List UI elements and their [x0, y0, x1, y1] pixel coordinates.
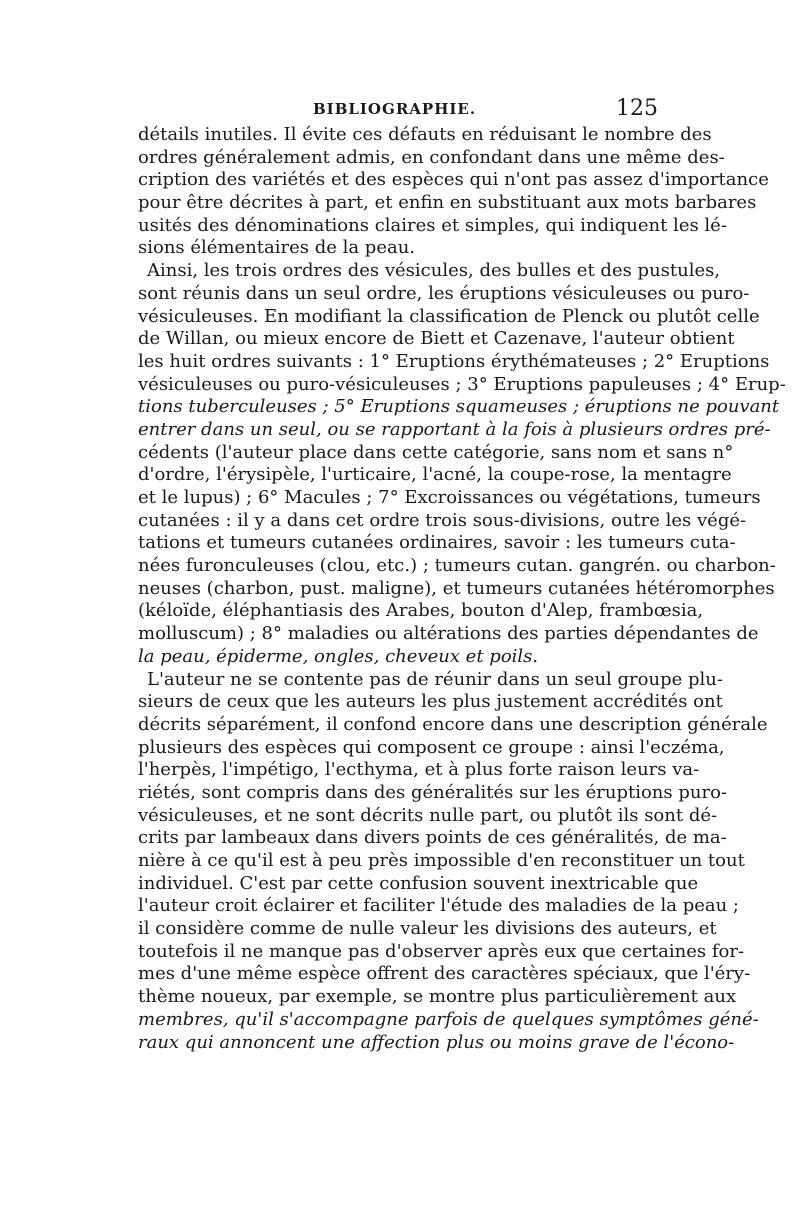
text-line: tions tuberculeuses ; 5° Eruptions squameuses ; éruptions ne pouvant [138, 396, 780, 418]
text-line: (kéloïde, éléphantiasis des Arabes, bouton d'Alep, frambœsia, [138, 600, 704, 622]
text-line: cription des variétés et des espèces qui n'ont pas assez d'importance [138, 169, 769, 191]
running-header [138, 96, 658, 122]
text-line: l'herpès, l'impétigo, l'ecthyma, et à plus forte raison leurs va- [138, 759, 700, 781]
text-line: membres, qu'il s'accompagne parfois de quelques symptômes géné- [138, 1008, 759, 1030]
text-line: d'ordre, l'érysipèle, l'urticaire, l'acné, la coupe-rose, la mentagre [138, 464, 732, 486]
text-line: molluscum) ; 8° maladies ou altérations des parties dépendantes de [138, 623, 759, 645]
text-line: tations et tumeurs cutanées ordinaires, savoir : les tumeurs cuta- [138, 532, 736, 554]
text-line: Ainsi, les trois ordres des vésicules, des bulles et des pustules, [147, 260, 721, 282]
text-line: il considère comme de nulle valeur les divisions des auteurs, et [138, 918, 717, 940]
text-line: détails inutiles. Il évite ces défauts en réduisant le nombre des [138, 124, 712, 145]
text-line: la peau, épiderme, ongles, cheveux et poils. [138, 645, 539, 667]
text-line: ordres généralement admis, en confondant dans une même des- [138, 146, 725, 168]
text-line: vésiculeuses ou puro-vésiculeuses ; 3° Eruptions papuleuses ; 4° Erup- [138, 373, 786, 395]
text-line: plusieurs des espèces qui composent ce groupe : ainsi l'eczéma, [138, 736, 725, 758]
text-line: sions élémentaires de la peau. [138, 237, 416, 259]
text-line: entrer dans un seul, ou se rapportant à la fois à plusieurs ordres pré- [138, 418, 771, 440]
text-line: décrits séparément, il confond encore dans une description générale [138, 713, 768, 735]
text-line: toutefois il ne manque pas d'observer après eux que certaines for- [138, 940, 745, 962]
text-line: L'auteur ne se contente pas de réunir dans un seul groupe plu- [147, 668, 723, 690]
text-line: vésiculeuses. En modifiant la classification de Plenck ou plutôt celle [138, 305, 760, 327]
text-line: sont réunis dans un seul ordre, les éruptions vésiculeuses ou puro- [138, 282, 750, 304]
running-title: BIBLIOGRAPHIE. [313, 100, 477, 118]
text-line: usités des dénominations claires et simples, qui indiquent les lé- [138, 214, 727, 236]
page-number: 125 [616, 96, 658, 121]
text-line: cédents (l'auteur place dans cette catégorie, sans nom et sans n° [138, 441, 734, 463]
text-line: thème noueux, par exemple, se montre plus particulièrement aux [138, 986, 737, 1008]
text-line: cutanées : il y a dans cet ordre trois sous-divisions, outre les végé- [138, 509, 747, 531]
text-line: mes d'une même espèce offrent des caractères spéciaux, que l'éry- [138, 963, 751, 985]
text-line: sieurs de ceux que les auteurs les plus justement accrédités ont [138, 691, 723, 713]
text-line: neuses (charbon, pust. maligne), et tumeurs cutanées hétéromorphes [138, 577, 775, 599]
text-line: riétés, sont compris dans des généralités sur les éruptions puro- [138, 781, 727, 803]
text-line: crits par lambeaux dans divers points de ces généralités, de ma- [138, 827, 727, 849]
text-line: raux qui annoncent une affection plus ou moins grave de l'écono- [138, 1031, 735, 1053]
text-line: vésiculeuses, et ne sont décrits nulle part, ou plutôt ils sont dé- [138, 804, 718, 826]
text-line: nière à ce qu'il est à peu près impossible d'en reconstituer un tout [138, 850, 745, 871]
text-line: nées furonculeuses (clou, etc.) ; tumeurs cutan. gangrén. ou charbon- [138, 555, 776, 577]
body-text [138, 124, 786, 1054]
text-line: pour être décrites à part, et enfin en substituant aux mots barbares [138, 192, 757, 214]
text-line: de Willan, ou mieux encore de Biett et Cazenave, l'auteur obtient [138, 328, 735, 350]
text-line: l'auteur croit éclairer et faciliter l'étude des maladies de la peau ; [138, 895, 739, 917]
text-line: individuel. C'est par cette confusion souvent inextricable que [138, 872, 699, 894]
text-line: et le lupus) ; 6° Macules ; 7° Excroissances ou végétations, tumeurs [138, 487, 761, 508]
text-line: les huit ordres suivants : 1° Eruptions érythémateuses ; 2° Eruptions [138, 350, 770, 372]
